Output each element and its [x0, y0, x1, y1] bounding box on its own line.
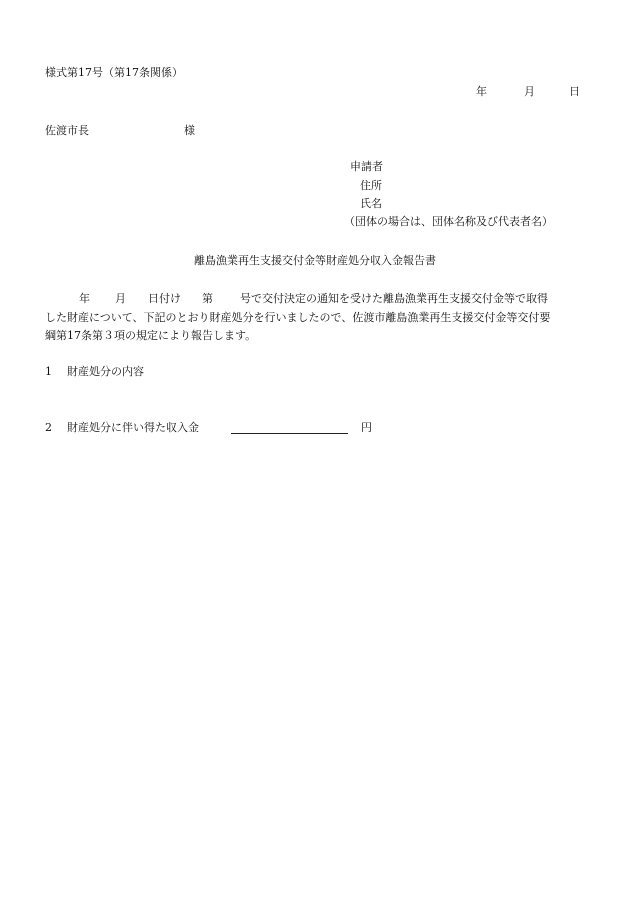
applicant-label: 申請者 — [350, 160, 383, 173]
form-number: 様式第17号（第17条関係） — [45, 66, 183, 79]
addressee-honorific: 様 — [184, 124, 195, 137]
body-paragraph-line-2: した財産について、下記のとおり財産処分を行いましたので、佐渡市離島漁業再生支援交付金等交付要 — [45, 311, 551, 324]
item-label: 財産処分に伴い得た収入金 — [67, 421, 199, 434]
body-month: 月 — [115, 292, 126, 305]
amount-blank-line — [231, 433, 348, 434]
body-number-prefix: 第 — [202, 292, 213, 305]
date-year-label: 年 — [476, 85, 487, 98]
item-number: 1 — [45, 365, 52, 378]
item-number: 2 — [45, 421, 52, 434]
date-month-label: 月 — [524, 85, 535, 98]
name-label: 氏名 — [360, 197, 382, 210]
yen-unit-label: 円 — [361, 421, 372, 434]
item-property-disposal-content — [45, 366, 144, 377]
address-label: 住所 — [360, 179, 382, 192]
body-paragraph-line-1 — [45, 293, 585, 304]
body-year: 年 — [79, 292, 90, 305]
body-paragraph-line-3: 綱第17条第３項の規定により報告します。 — [45, 329, 257, 342]
group-note: （団体の場合は、団体名称及び代表者名） — [344, 215, 553, 228]
body-date-suffix: 日付け — [148, 292, 181, 305]
document-title: 離島漁業再生支援交付金等財産処分収入金報告書 — [194, 254, 436, 267]
item-label: 財産処分の内容 — [67, 365, 144, 378]
body-line-1-rest: 号で交付決定の通知を受けた離島漁業再生支援交付金等で取得 — [240, 292, 548, 305]
item-disposal-income — [45, 422, 199, 433]
addressee-name: 佐渡市長 — [45, 124, 89, 137]
date-day-label: 日 — [569, 85, 580, 98]
